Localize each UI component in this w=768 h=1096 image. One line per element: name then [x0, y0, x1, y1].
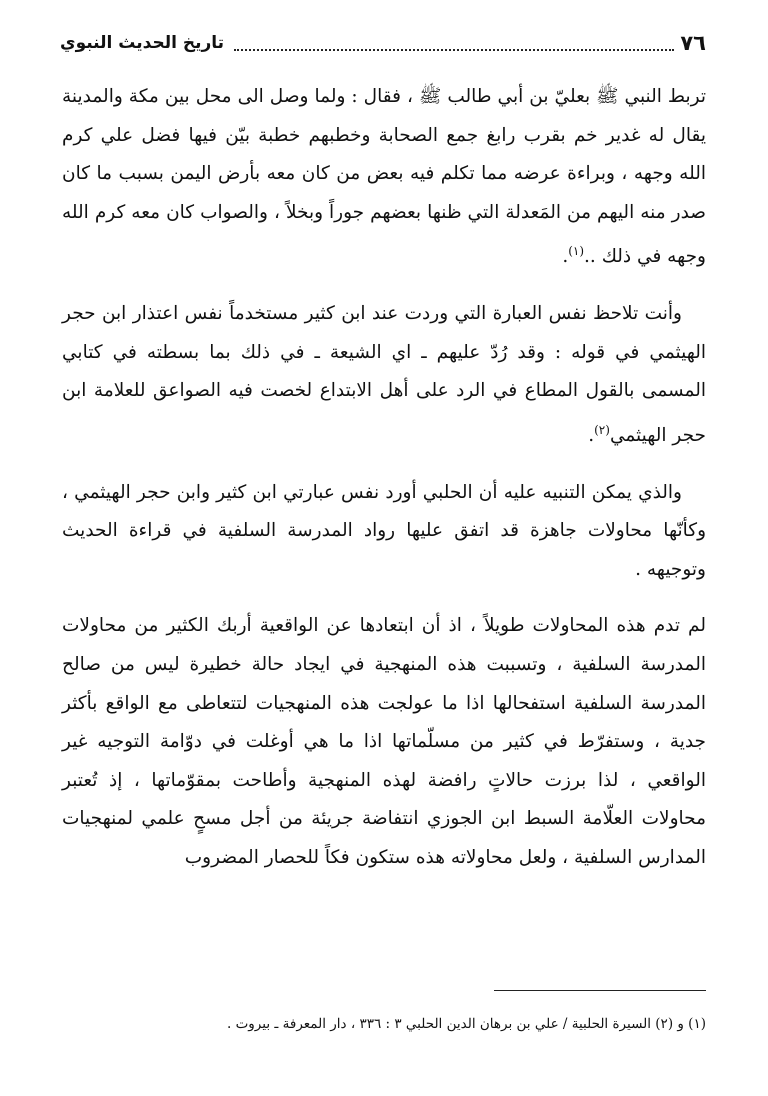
- paragraph-4: [62, 607, 706, 877]
- footnote-separator: [494, 990, 706, 991]
- page-number: ٧٦: [680, 31, 706, 55]
- running-header: [60, 26, 706, 60]
- footnote: (١) و (٢) السيرة الحلبية / علي بن برهان الدين الحلبي ٣ : ٣٣٦ ، دار المعرفة ـ بيروت .: [227, 1016, 706, 1032]
- header-dot-leader: [234, 35, 674, 51]
- main-text: [62, 78, 706, 896]
- paragraph-text: وأنت تلاحظ نفس العبارة التي وردت عند ابن كثير مستخدماً نفس اعتذار ابن حجر الهيثمي في قوله : وقد رُدّ عليهم ـ اي الشيعة ـ في ذلك بما بسطته في كتابي المسمى بالقول المطاع في الرد على أهل الابتداع لخصت فيه الصواعق للعلامة ابن حجر الهيثمي: [62, 303, 706, 447]
- paragraph-3: [62, 474, 706, 590]
- paragraph-text: والذي يمكن التنبيه عليه أن الحلبي أورد نفس عبارتي ابن كثير وابن حجر الهيثمي ، وكأنّها محاولات جاهزة قد اتفق عليها رواد المدرسة السلفية في قراءة الحديث وتوجيهه .: [62, 481, 706, 580]
- paragraph-end: .: [562, 246, 569, 268]
- running-title: تاريخ الحديث النبوي: [60, 33, 225, 53]
- paragraph-text: لم تدم هذه المحاولات طويلاً ، اذ أن ابتعادها عن الواقعية أربك الكثير من محاولات المدرسة السلفية ، وتسببت هذه المنهجية في ايجاد حالة خطيرة ليس من صالح المدرسة السلفية استفحالها اذا ما عولجت هذه المنهجيات لتتعاطى مع الواقع بأكثر جدية ، وستفرّط في كثير من مسلّماتها اذا ما هي أوغلت في دوّامة التوجيه غير الواقعي ، لذا برزت حالاتٍ رافضة لهذه المنهجية وأطاحت بمقوّماتها ، إذ تُعتبر محاولات العلّامة السبط ابن الجوزي انتفاضة جريئة من أجل مسحٍ علمي لمنهجيات المدارس السلفية ، ولعل محاولاته هذه ستكون فكاً للحصار المضروب: [62, 615, 706, 868]
- paragraph-1: [62, 78, 706, 277]
- paragraph-end: .: [588, 425, 595, 447]
- paragraph-text: تربط النبي ﷺ بعليّ بن أبي طالب ﷺ ، فقال : ولما وصل الى محل بين مكة والمدينة يقال له غدير خم بقرب رابغ جمع الصحابة وخطبهم خطبة بيّن فيها فضل علي كرم الله وجهه ، وبراءة عرضه مما تكلم فيه بعض من كان معه بأرض اليمن بسبب ما كان صدر منه اليهم من المَعدلة التي ظنها بعضهم جوراً وبخلاً ، والصواب كان معه كرم الله وجهه في ذلك ..: [62, 86, 706, 268]
- paragraph-2: [62, 295, 706, 456]
- footnote-ref: (١): [568, 244, 585, 259]
- footnote-ref: (٢): [594, 422, 610, 437]
